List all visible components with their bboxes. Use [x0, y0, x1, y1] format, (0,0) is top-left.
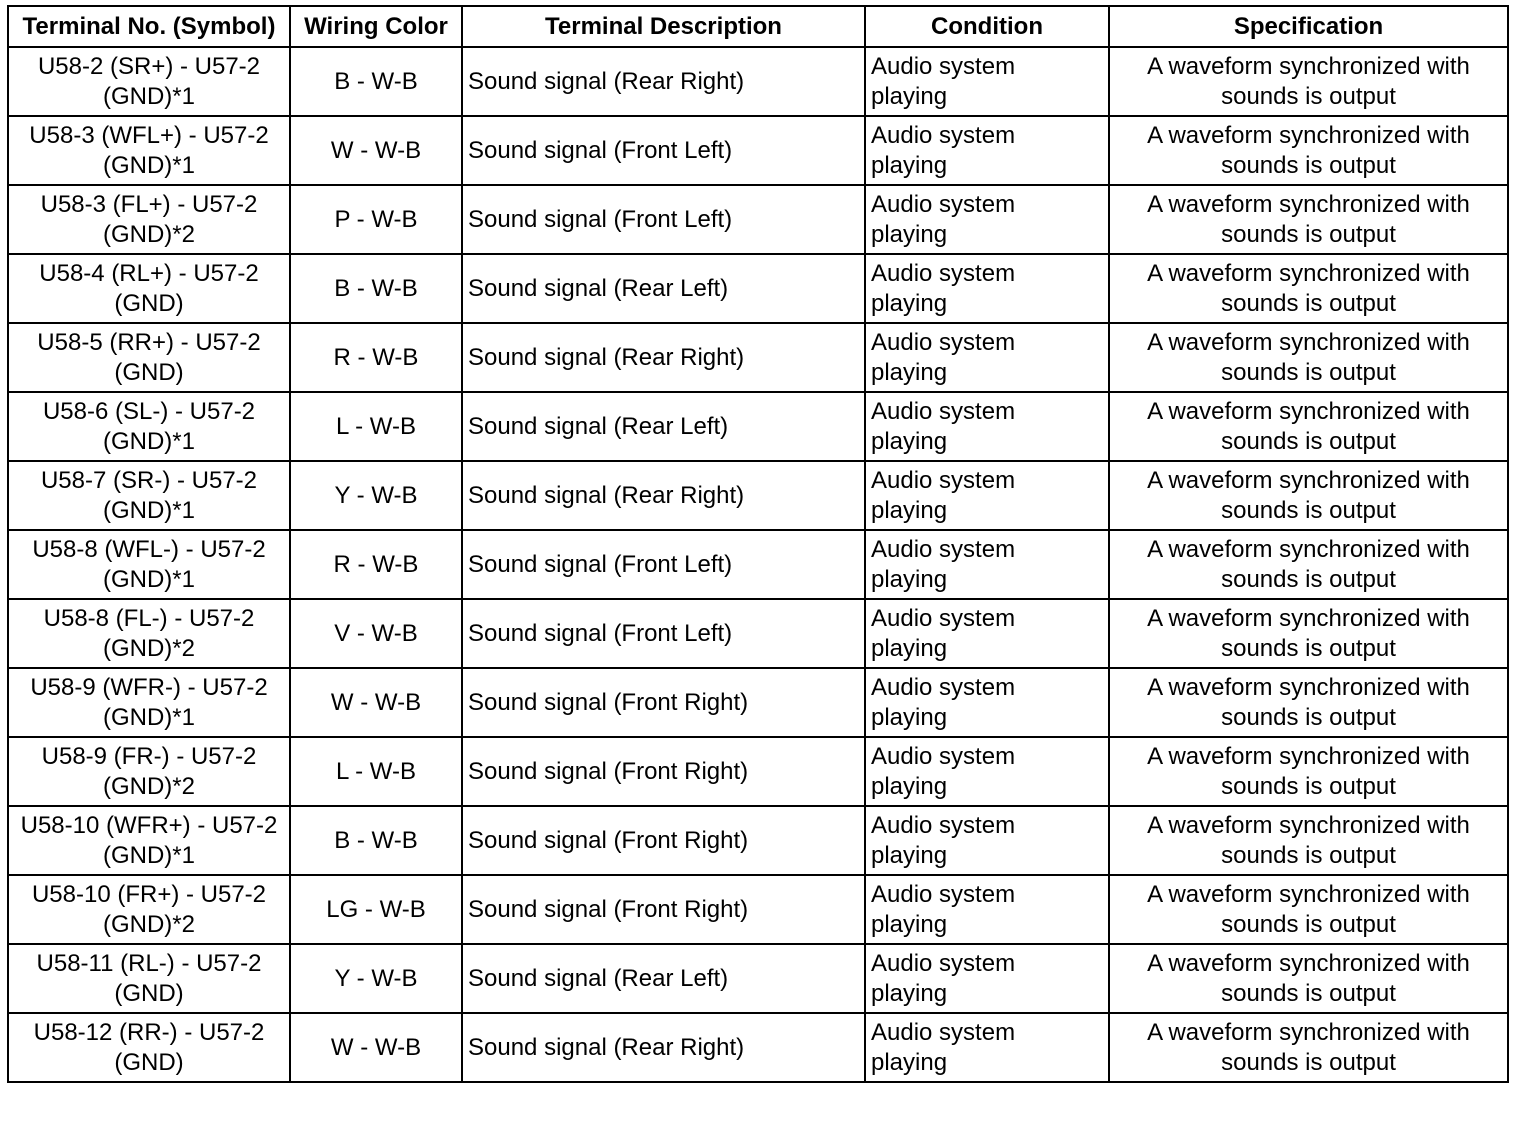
wiring-color-cell: W - W-B — [290, 1013, 462, 1082]
terminal-line: (GND)*1 — [102, 703, 195, 731]
terminal-line: U58-5 (RR+) - U57-2 — [37, 328, 261, 356]
condition-line: Audio system — [871, 880, 1016, 908]
terminal-line: (GND)*2 — [102, 772, 195, 800]
condition-line: playing — [871, 703, 948, 731]
terminal-description-cell: Sound signal (Front Right) — [462, 875, 865, 944]
wiring-color-cell: R - W-B — [290, 530, 462, 599]
table-body — [8, 47, 1508, 1082]
terminal-line: U58-8 (FL-) - U57-2 — [43, 604, 255, 632]
condition-cell — [865, 323, 1109, 392]
wiring-color-cell: Y - W-B — [290, 461, 462, 530]
table-row — [8, 1013, 1508, 1082]
condition-cell — [865, 461, 1109, 530]
terminal-line: (GND) — [114, 358, 184, 386]
condition-line: playing — [871, 1048, 948, 1076]
condition-line: Audio system — [871, 604, 1016, 632]
wiring-color-cell: Y - W-B — [290, 944, 462, 1013]
specification-line: A waveform synchronized with — [1147, 742, 1470, 770]
specification-line: sounds is output — [1221, 979, 1396, 1007]
specification-cell — [1109, 668, 1508, 737]
terminal-line: U58-8 (WFL-) - U57-2 — [32, 535, 266, 563]
terminal-line: (GND)*1 — [102, 151, 195, 179]
terminal-line: U58-10 (WFR+) - U57-2 — [20, 811, 278, 839]
table-row — [8, 806, 1508, 875]
terminal-description-cell: Sound signal (Front Left) — [462, 530, 865, 599]
specification-line: A waveform synchronized with — [1147, 1018, 1470, 1046]
specification-cell — [1109, 1013, 1508, 1082]
header-wiring-color: Wiring Color — [290, 6, 462, 47]
specification-line: sounds is output — [1221, 289, 1396, 317]
specification-cell — [1109, 392, 1508, 461]
condition-line: playing — [871, 427, 948, 455]
condition-cell — [865, 599, 1109, 668]
specification-line: sounds is output — [1221, 634, 1396, 662]
condition-cell — [865, 185, 1109, 254]
specification-cell — [1109, 185, 1508, 254]
terminal-line: (GND) — [114, 289, 184, 317]
specification-cell — [1109, 944, 1508, 1013]
terminal-line: (GND) — [114, 1048, 184, 1076]
specification-line: A waveform synchronized with — [1147, 535, 1470, 563]
condition-cell — [865, 944, 1109, 1013]
condition-line: playing — [871, 634, 948, 662]
header-row — [8, 6, 1508, 47]
wiring-color-cell: B - W-B — [290, 47, 462, 116]
terminal-cell — [8, 806, 290, 875]
table-row — [8, 392, 1508, 461]
terminal-line: U58-7 (SR-) - U57-2 — [40, 466, 258, 494]
specification-cell — [1109, 737, 1508, 806]
terminal-line: U58-2 (SR+) - U57-2 — [37, 52, 261, 80]
condition-line: Audio system — [871, 1018, 1016, 1046]
wiring-color-cell: P - W-B — [290, 185, 462, 254]
condition-cell — [865, 668, 1109, 737]
specification-line: sounds is output — [1221, 358, 1396, 386]
specification-line: sounds is output — [1221, 151, 1396, 179]
condition-line: playing — [871, 910, 948, 938]
table-header — [8, 6, 1508, 47]
condition-cell — [865, 530, 1109, 599]
specification-line: A waveform synchronized with — [1147, 259, 1470, 287]
specification-cell — [1109, 254, 1508, 323]
specification-line: sounds is output — [1221, 82, 1396, 110]
terminal-line: (GND)*1 — [102, 841, 195, 869]
terminal-cell — [8, 737, 290, 806]
terminal-cell — [8, 47, 290, 116]
specification-line: sounds is output — [1221, 496, 1396, 524]
condition-line: playing — [871, 979, 948, 1007]
terminal-line: U58-10 (FR+) - U57-2 — [31, 880, 267, 908]
specification-cell — [1109, 875, 1508, 944]
terminal-line: (GND)*2 — [102, 220, 195, 248]
header-terminal-no: Terminal No. (Symbol) — [8, 6, 290, 47]
specification-line: sounds is output — [1221, 220, 1396, 248]
condition-cell — [865, 392, 1109, 461]
condition-line: Audio system — [871, 535, 1016, 563]
condition-line: Audio system — [871, 742, 1016, 770]
wiring-color-cell: V - W-B — [290, 599, 462, 668]
terminal-line: U58-12 (RR-) - U57-2 — [33, 1018, 265, 1046]
terminal-description-cell: Sound signal (Rear Left) — [462, 392, 865, 461]
terminal-line: U58-3 (WFL+) - U57-2 — [29, 121, 269, 149]
table-row — [8, 47, 1508, 116]
wiring-color-cell: W - W-B — [290, 116, 462, 185]
condition-line: playing — [871, 772, 948, 800]
wiring-color-cell: L - W-B — [290, 737, 462, 806]
specification-line: A waveform synchronized with — [1147, 52, 1470, 80]
specification-cell — [1109, 116, 1508, 185]
terminal-line: (GND)*1 — [102, 565, 195, 593]
terminal-line: U58-9 (WFR-) - U57-2 — [30, 673, 268, 701]
terminal-cell — [8, 944, 290, 1013]
terminal-cell — [8, 392, 290, 461]
condition-cell — [865, 47, 1109, 116]
table-row — [8, 530, 1508, 599]
wiring-color-cell: B - W-B — [290, 254, 462, 323]
wiring-color-cell: R - W-B — [290, 323, 462, 392]
specification-line: A waveform synchronized with — [1147, 604, 1470, 632]
specification-line: A waveform synchronized with — [1147, 397, 1470, 425]
condition-cell — [865, 116, 1109, 185]
specification-line: A waveform synchronized with — [1147, 880, 1470, 908]
specification-line: A waveform synchronized with — [1147, 466, 1470, 494]
terminal-line: (GND)*1 — [102, 427, 195, 455]
condition-line: Audio system — [871, 673, 1016, 701]
table-row — [8, 668, 1508, 737]
header-specification: Specification — [1109, 6, 1508, 47]
terminal-line: U58-6 (SL-) - U57-2 — [42, 397, 256, 425]
terminal-description-cell: Sound signal (Front Right) — [462, 668, 865, 737]
specification-line: sounds is output — [1221, 772, 1396, 800]
terminal-description-cell: Sound signal (Front Right) — [462, 806, 865, 875]
terminal-line: U58-4 (RL+) - U57-2 — [39, 259, 259, 287]
condition-line: Audio system — [871, 121, 1016, 149]
terminal-description-cell: Sound signal (Rear Right) — [462, 461, 865, 530]
table-row — [8, 185, 1508, 254]
condition-line: Audio system — [871, 190, 1016, 218]
condition-line: Audio system — [871, 397, 1016, 425]
terminal-description-cell: Sound signal (Front Right) — [462, 737, 865, 806]
condition-line: playing — [871, 151, 948, 179]
condition-line: playing — [871, 565, 948, 593]
condition-line: Audio system — [871, 259, 1016, 287]
terminal-description-cell: Sound signal (Rear Left) — [462, 944, 865, 1013]
specification-line: A waveform synchronized with — [1147, 121, 1470, 149]
condition-line: Audio system — [871, 466, 1016, 494]
terminal-line: (GND)*1 — [102, 496, 195, 524]
terminal-description-cell: Sound signal (Rear Right) — [462, 323, 865, 392]
specification-line: A waveform synchronized with — [1147, 190, 1470, 218]
specification-line: sounds is output — [1221, 1048, 1396, 1076]
condition-line: Audio system — [871, 811, 1016, 839]
condition-line: Audio system — [871, 949, 1016, 977]
table-row — [8, 599, 1508, 668]
terminal-cell — [8, 530, 290, 599]
terminal-line: (GND)*2 — [102, 634, 195, 662]
table-row — [8, 875, 1508, 944]
specification-line: sounds is output — [1221, 427, 1396, 455]
specification-line: sounds is output — [1221, 910, 1396, 938]
terminal-line: U58-9 (FR-) - U57-2 — [41, 742, 257, 770]
terminal-line: (GND) — [114, 979, 184, 1007]
specification-cell — [1109, 599, 1508, 668]
table-row — [8, 323, 1508, 392]
specification-cell — [1109, 461, 1508, 530]
condition-line: playing — [871, 841, 948, 869]
condition-cell — [865, 806, 1109, 875]
header-condition: Condition — [865, 6, 1109, 47]
terminal-description-cell: Sound signal (Rear Right) — [462, 47, 865, 116]
header-terminal-description: Terminal Description — [462, 6, 865, 47]
specification-line: sounds is output — [1221, 703, 1396, 731]
terminal-cell — [8, 461, 290, 530]
terminal-cell — [8, 116, 290, 185]
specification-line: sounds is output — [1221, 841, 1396, 869]
table-row — [8, 944, 1508, 1013]
terminal-description-cell: Sound signal (Front Left) — [462, 116, 865, 185]
terminal-description-cell: Sound signal (Front Left) — [462, 185, 865, 254]
table-row — [8, 461, 1508, 530]
condition-cell — [865, 254, 1109, 323]
terminal-cell — [8, 323, 290, 392]
table-row — [8, 116, 1508, 185]
terminal-cell — [8, 185, 290, 254]
terminal-description-cell: Sound signal (Rear Right) — [462, 1013, 865, 1082]
terminal-cell — [8, 1013, 290, 1082]
terminal-line: (GND)*1 — [102, 82, 195, 110]
terminal-cell — [8, 875, 290, 944]
table-row — [8, 737, 1508, 806]
condition-line: playing — [871, 289, 948, 317]
condition-line: Audio system — [871, 328, 1016, 356]
wiring-color-cell: B - W-B — [290, 806, 462, 875]
specification-cell — [1109, 530, 1508, 599]
specification-line: A waveform synchronized with — [1147, 811, 1470, 839]
terminal-description-cell: Sound signal (Rear Left) — [462, 254, 865, 323]
condition-line: playing — [871, 496, 948, 524]
condition-line: playing — [871, 358, 948, 386]
terminal-cell — [8, 254, 290, 323]
specification-line: A waveform synchronized with — [1147, 673, 1470, 701]
specification-cell — [1109, 323, 1508, 392]
condition-line: playing — [871, 220, 948, 248]
condition-line: playing — [871, 82, 948, 110]
terminal-description-cell: Sound signal (Front Left) — [462, 599, 865, 668]
condition-cell — [865, 875, 1109, 944]
condition-line: Audio system — [871, 52, 1016, 80]
specification-cell — [1109, 806, 1508, 875]
terminal-spec-table — [7, 5, 1509, 1083]
condition-cell — [865, 737, 1109, 806]
specification-cell — [1109, 47, 1508, 116]
terminal-cell — [8, 668, 290, 737]
terminal-line: U58-11 (RL-) - U57-2 — [36, 949, 262, 977]
table-row — [8, 254, 1508, 323]
specification-line: sounds is output — [1221, 565, 1396, 593]
terminal-line: U58-3 (FL+) - U57-2 — [40, 190, 258, 218]
condition-cell — [865, 1013, 1109, 1082]
terminal-line: (GND)*2 — [102, 910, 195, 938]
specification-line: A waveform synchronized with — [1147, 328, 1470, 356]
terminal-cell — [8, 599, 290, 668]
wiring-color-cell: L - W-B — [290, 392, 462, 461]
specification-line: A waveform synchronized with — [1147, 949, 1470, 977]
wiring-color-cell: W - W-B — [290, 668, 462, 737]
wiring-color-cell: LG - W-B — [290, 875, 462, 944]
